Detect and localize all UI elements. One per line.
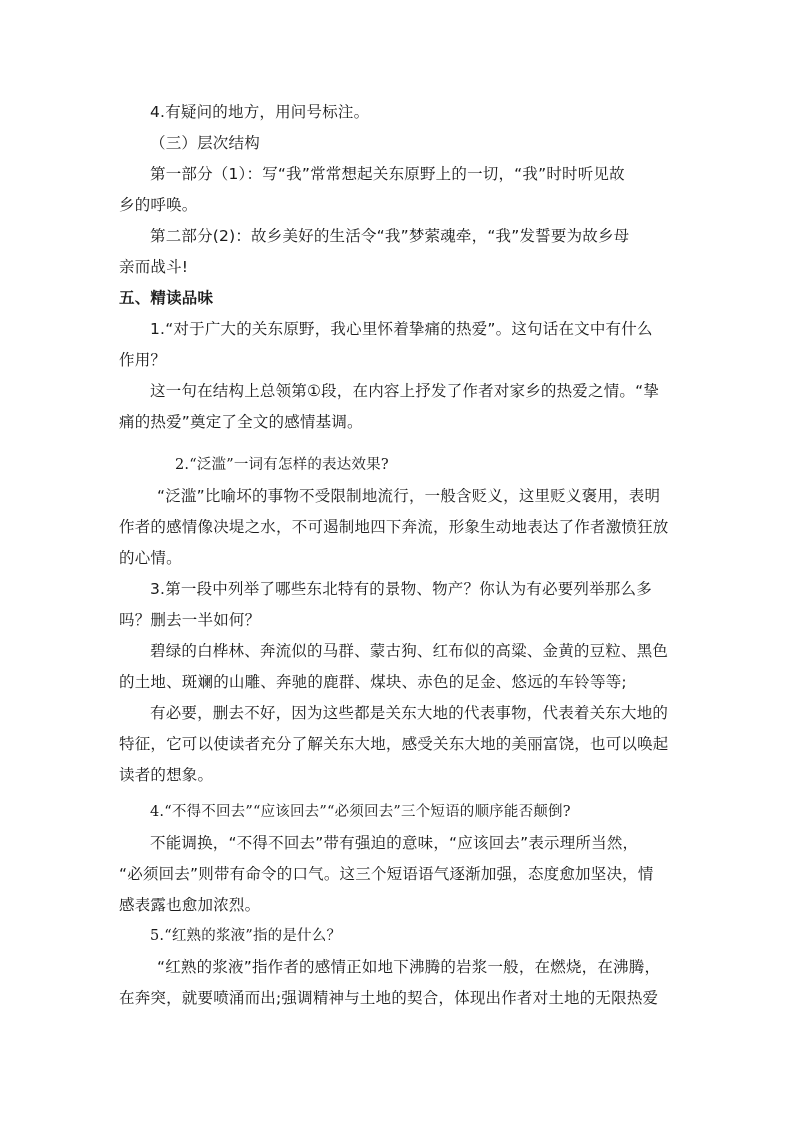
question-3: 3.第一段中列举了哪些东北特有的景物、物产？你认为有必要列举那么多 <box>150 580 652 598</box>
paragraph-line: 第二部分(2)：故乡美好的生活令“我”梦萦魂牵，“我”发誓要为故乡母 <box>150 227 630 245</box>
paragraph-line: 第一部分（1）：写“我”常常想起关东原野上的一切，“我”时时听见故 <box>150 165 625 183</box>
question-4: 4.“不得不回去”“应该回去”“必须回去”三个短语的顺序能否颠倒? <box>150 804 571 820</box>
paragraph-line: 亲而战斗! <box>119 258 189 276</box>
answer-3-reason: 有必要，删去不好，因为这些都是关东大地的代表事物，代表着关东大地的 <box>150 704 669 722</box>
list-item-4-note: 4.有疑问的地方，用问号标注。 <box>150 103 370 121</box>
answer-1: 这一句在结构上总领第①段，在内容上抒发了作者对家乡的热爱之情。“挚 <box>150 382 660 400</box>
question-2: 2.“泛滥”一词有怎样的表达效果? <box>175 457 389 473</box>
question-3-continued: 吗？删去一半如何？ <box>119 611 261 629</box>
answer-2: “泛滥”比喻坏的事物不受限制地流行，一般含贬义，这里贬义褒用，表明 <box>157 487 661 505</box>
answer-5: “红熟的浆液”指作者的感情正如地下沸腾的岩浆一般，在燃烧，在沸腾， <box>157 958 661 976</box>
answer-3-continued: 的土地、斑斓的山雕、奔驰的鹿群、煤块、赤色的足金、悠远的车铃等等; <box>119 673 627 691</box>
answer-5-continued: 在奔突，就要喷涌而出;强调精神与土地的契合，体现出作者对土地的无限热爱 <box>119 989 659 1007</box>
answer-4: 不能调换，“不得不回去”带有强迫的意味，“应该回去”表示理所当然， <box>150 834 639 852</box>
answer-2-continued: 作者的感情像决堤之水，不可遏制地四下奔流，形象生动地表达了作者激愤狂放 <box>119 518 669 536</box>
section-heading-close-reading: 五、精读品味 <box>119 289 214 307</box>
paragraph-line: 乡的呼唤。 <box>119 196 198 214</box>
question-5: 5.“红熟的浆液”指的是什么？ <box>150 928 342 944</box>
answer-4-continued: 感表露也愈加浓烈。 <box>119 896 261 914</box>
answer-3-reason-continued: 读者的想象。 <box>119 766 214 784</box>
answer-4-continued: “必须回去”则带有命令的口气。这三个短语语气逐渐加强，态度愈加坚决，情 <box>119 865 654 883</box>
answer-3: 碧绿的白桦林、奔流似的马群、蒙古狗、红布似的高粱、金黄的豆粒、黑色 <box>150 642 669 660</box>
answer-2-continued: 的心情。 <box>119 549 182 567</box>
question-1: 1.“对于广大的关东原野，我心里怀着挚痛的热爱”。这句话在文中有什么 <box>150 320 653 338</box>
question-1-continued: 作用？ <box>119 351 167 369</box>
answer-1-continued: 痛的热爱”奠定了全文的感情基调。 <box>119 413 363 431</box>
answer-3-reason-continued: 特征，它可以使读者充分了解关东大地，感受关东大地的美丽富饶，也可以唤起 <box>119 735 669 753</box>
section-heading-structure: （三）层次结构 <box>150 134 260 152</box>
